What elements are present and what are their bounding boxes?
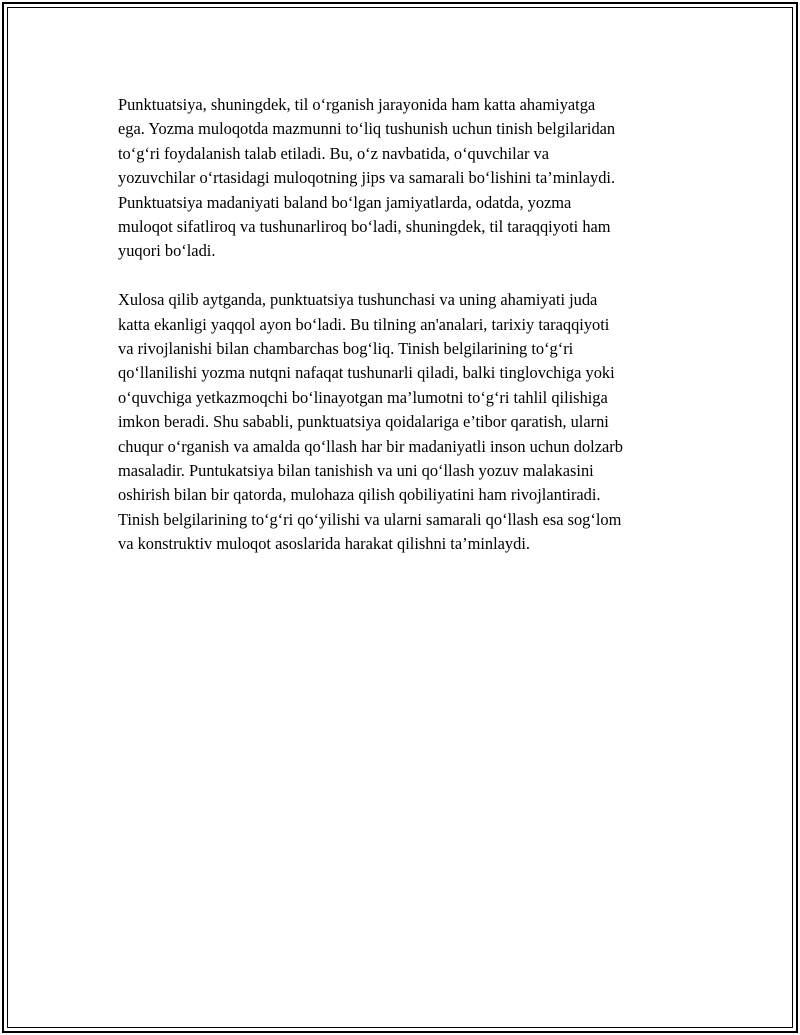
- text-line: o‘quvchiga yetkazmoqchi bo‘linayotgan ma’lumotni to‘g‘ri tahlil qilishiga: [118, 387, 608, 407]
- paragraph-2: [118, 288, 698, 556]
- text-line: katta ekanligi yaqqol ayon bo‘ladi. Bu tilning an'analari, tarixiy taraqqiyoti: [118, 314, 610, 334]
- text-line: qo‘llanilishi yozma nutqni nafaqat tushunarli qiladi, balki tinglovchiga yoki: [118, 363, 615, 383]
- text-line: to‘g‘ri foydalanish talab etiladi. Bu, o‘z navbatida, o‘quvchilar va: [118, 143, 550, 163]
- document-body: [118, 93, 698, 557]
- text-line: muloqot sifatliroq va tushunarliroq bo‘ladi, shuningdek, til taraqqiyoti ham: [118, 217, 611, 237]
- text-line: yuqori bo‘ladi.: [118, 241, 216, 261]
- text-line: va konstruktiv muloqot asoslarida harakat qilishni ta’minlaydi.: [118, 534, 530, 554]
- text-line: Xulosa qilib aytganda, punktuatsiya tushunchasi va uning ahamiyati juda: [118, 290, 598, 310]
- text-line: Punktuatsiya, shuningdek, til o‘rganish jarayonida ham katta ahamiyatga: [118, 95, 596, 114]
- paragraph-1: [118, 93, 698, 264]
- text-line: ega. Yozma muloqotda mazmunni to‘liq tushunish uchun tinish belgilaridan: [118, 119, 616, 139]
- text-line: yozuvchilar o‘rtasidagi muloqotning jips va samarali bo‘lishini ta’minlaydi.: [118, 168, 616, 188]
- text-line: masaladir. Puntukatsiya bilan tanishish va uni qo‘llash yozuv malakasini: [118, 461, 594, 481]
- text-line: Punktuatsiya madaniyati baland bo‘lgan jamiyatlarda, odatda, yozma: [118, 192, 572, 212]
- text-line: imkon beradi. Shu sababli, punktuatsiya qoidalariga e’tibor qaratish, ularni: [118, 412, 609, 432]
- text-line: va rivojlanishi bilan chambarchas bog‘liq. Tinish belgilarining to‘g‘ri: [118, 339, 574, 359]
- text-line: Tinish belgilarining to‘g‘ri qo‘yilishi va ularni samarali qo‘llash esa sog‘lom: [118, 509, 622, 529]
- text-line: chuqur o‘rganish va amalda qo‘llash har bir madaniyatli inson uchun dolzarb: [118, 436, 623, 456]
- text-line: oshirish bilan bir qatorda, mulohaza qilish qobiliyatini ham rivojlantiradi.: [118, 485, 601, 505]
